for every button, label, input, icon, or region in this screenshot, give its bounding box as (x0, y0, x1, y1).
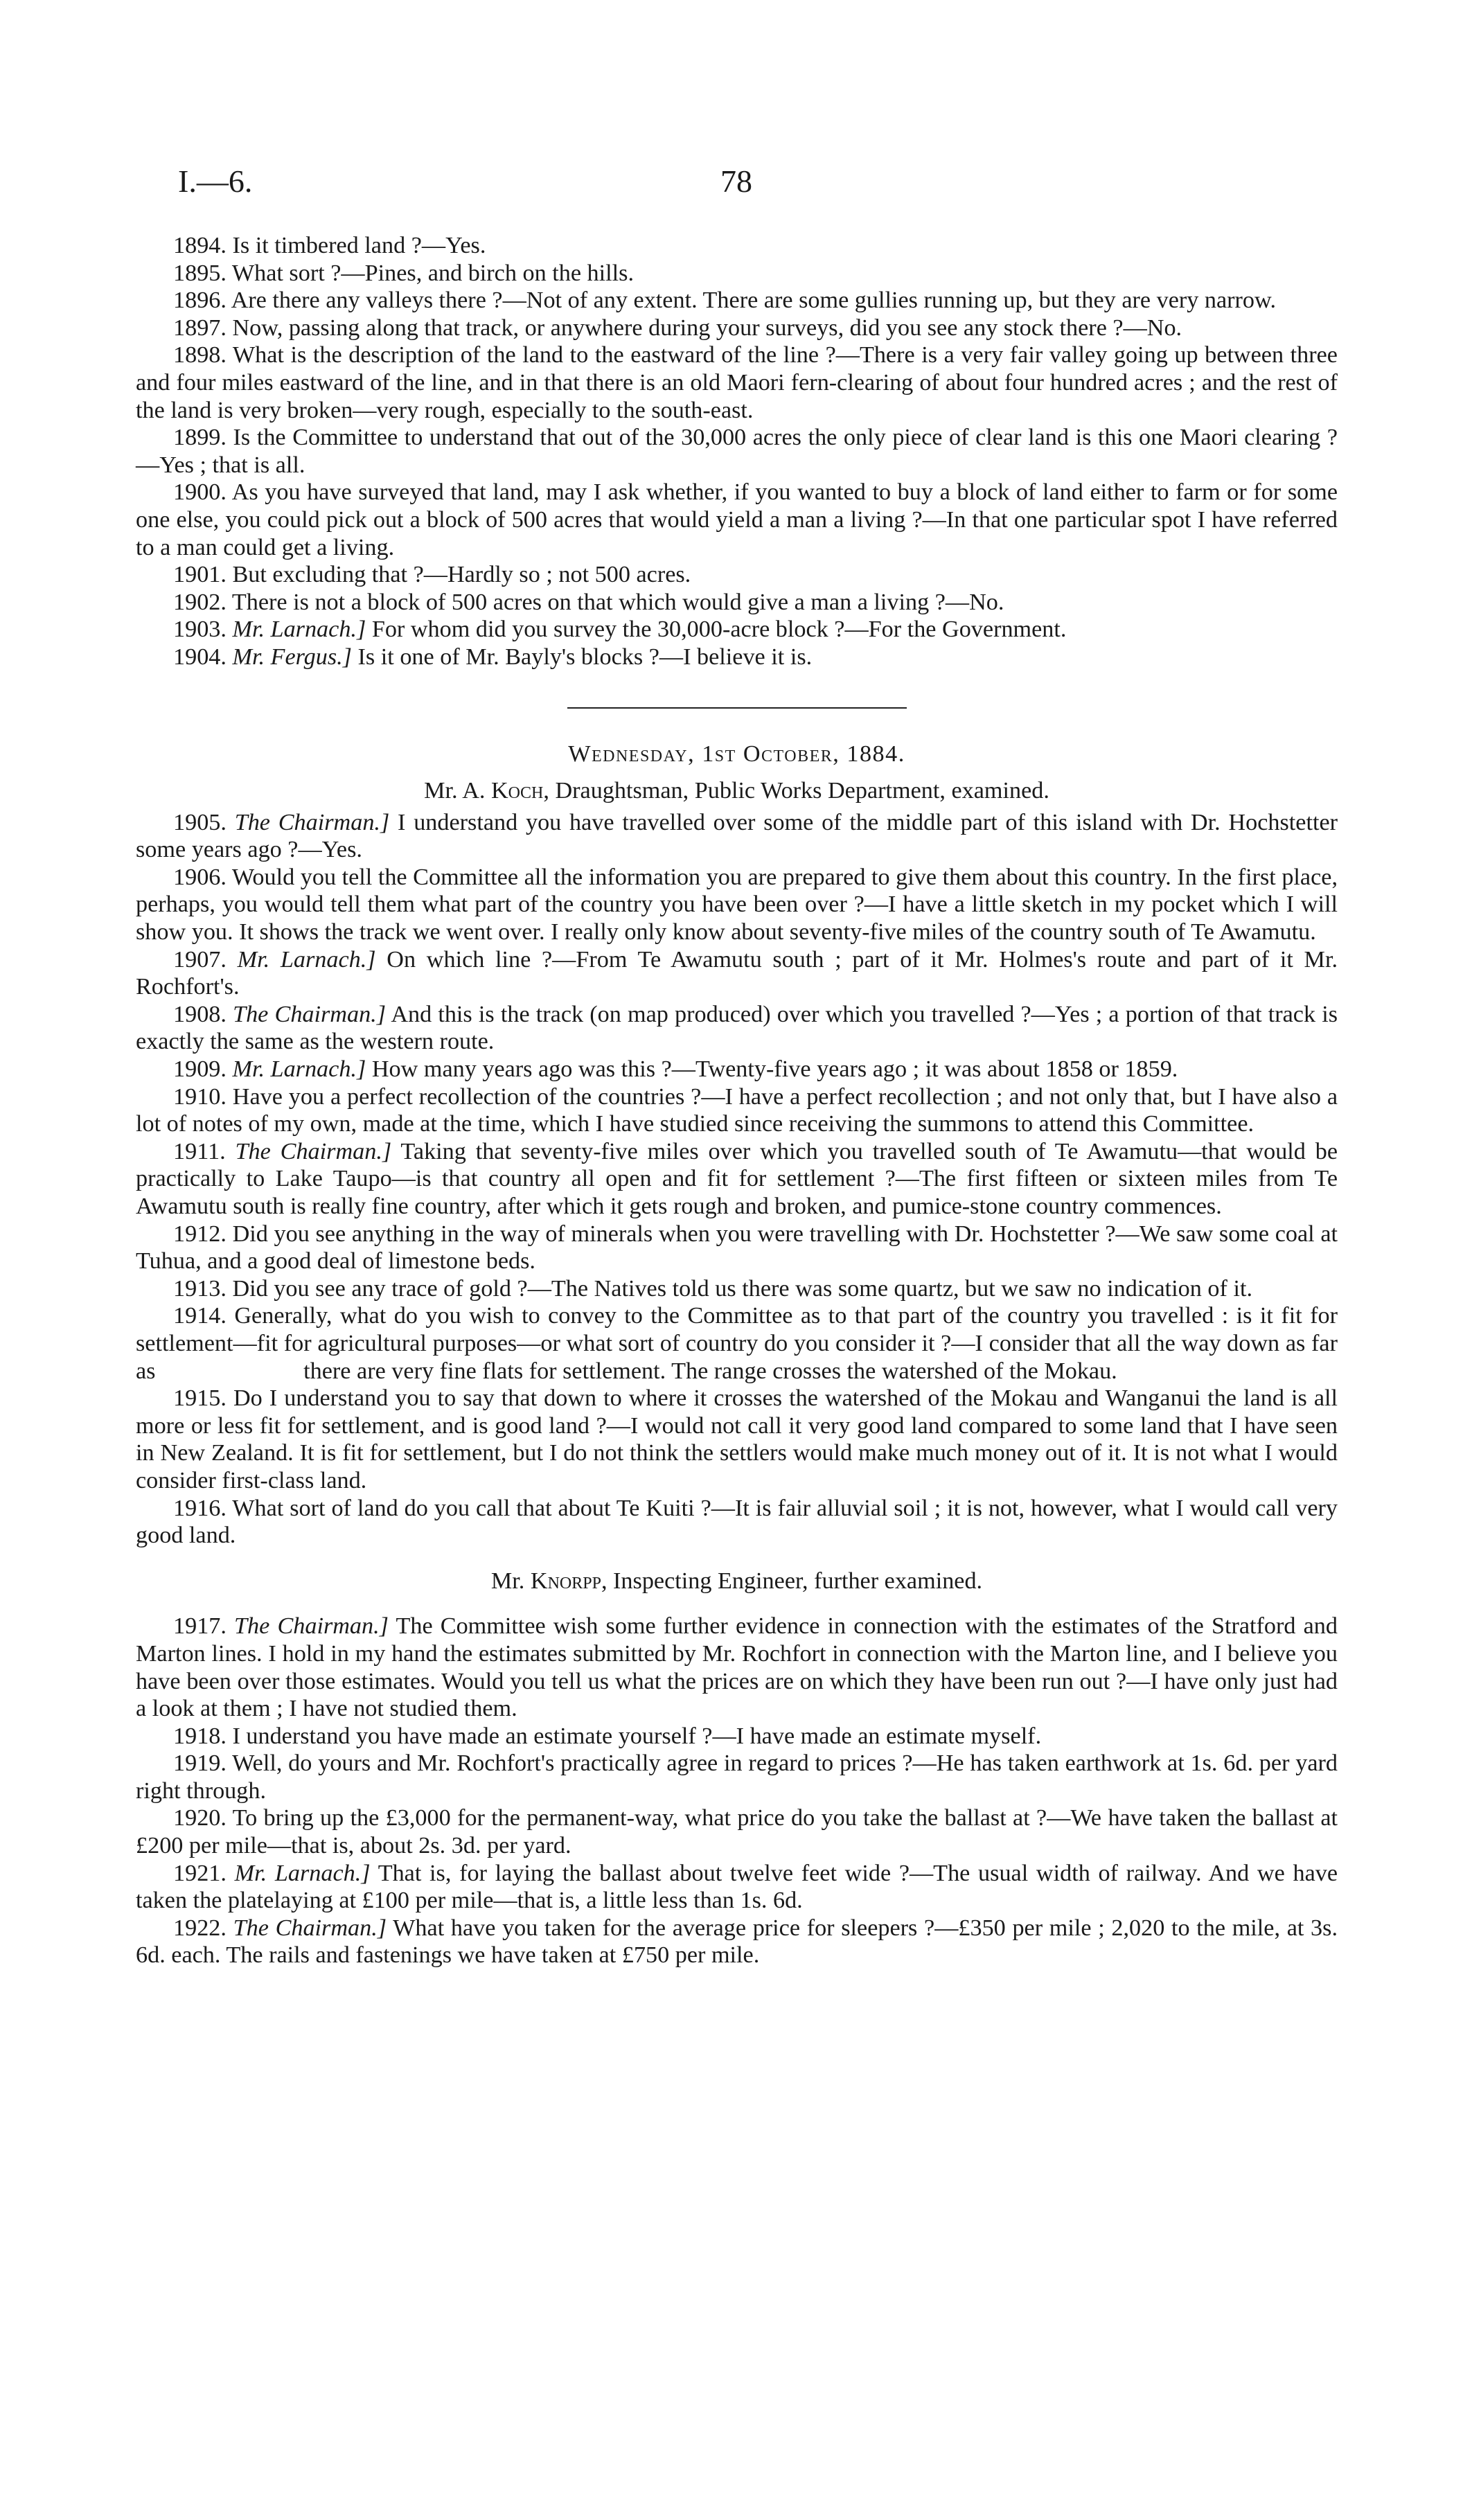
speaker: Mr. Larnach.] (232, 1056, 366, 1083)
page-number: 78 (720, 163, 752, 199)
question-paragraph: 1897. Now, passing along that track, or anywhere during your surveys, did you see any stock there ?—No. (173, 314, 1182, 341)
question-paragraph: 1920. To bring up the £3,000 for the permanent-way, what price do you take the ballast at ?—We have taken the ballast at £200 per mile—that is, about 2s. 3d. per yard. (136, 1805, 1338, 1859)
question-paragraph: 1913. Did you see any trace of gold ?—The Natives told us there was some quartz, but we saw no indication of it. (173, 1275, 1252, 1302)
question-paragraph: 1895. What sort ?—Pines, and birch on the hills. (173, 260, 634, 286)
question-paragraph (136, 616, 1338, 644)
question-paragraph: 1902. There is not a block of 500 acres on that which would give a man a living ?—No. (173, 589, 1004, 615)
speaker: Mr. Larnach.] (237, 946, 376, 973)
question-paragraph: 1907. Mr. Larnach.] On which line ?—From Te Awamutu south ; part of it Mr. Holmes's route and part of it Mr. Rochfort's. (136, 946, 1338, 1000)
speaker: Mr. Larnach.] (232, 616, 366, 643)
question-paragraph: 1901. But excluding that ?—Hardly so ; not 500 acres. (173, 562, 691, 588)
question-paragraph: 1905. The Chairman.] I understand you have travelled over some of the middle part of this island with Dr. Hochstetter some years ago ?—Yes. (136, 809, 1338, 863)
question-paragraph: 1900. As you have surveyed that land, may I ask whether, if you wanted to buy a block of land either to farm or for some one else, you could pick out a block of 500 acres that would yield a man a living ?—In that one particular spot I have referred to a man could get a living. (136, 479, 1338, 560)
section-divider (567, 707, 907, 709)
speaker: The Chairman.] (234, 1613, 389, 1640)
question-text: Is it one of Mr. Bayly's blocks ?—I believe it is. (352, 644, 813, 670)
witness-name: Knorpp (530, 1568, 601, 1594)
document-reference: I.—6. (178, 163, 253, 199)
speaker: The Chairman.] (233, 1001, 387, 1027)
question-paragraph: 1921. Mr. Larnach.] That is, for laying the ballast about twelve feet wide ?—The usual width of railway. And we have taken the platelaying at £100 per mile—that is, a little less than 1s. 6d. (136, 1860, 1338, 1914)
question-paragraph: 1908. The Chairman.] And this is the track (on map produced) over which you travelled ?—Yes ; a portion of that track is exactly the same as the western route. (136, 1001, 1338, 1055)
question-paragraph: 1909. Mr. Larnach.] How many years ago was this ?—Twenty-five years ago ; it was about 1858 or 1859. (173, 1056, 1178, 1083)
testimony-section (136, 1613, 1338, 1969)
question-paragraph: 1896. Are there any valleys there ?—Not of any extent. There are some gullies running up, but they are very narrow. (173, 287, 1277, 314)
witness-heading: Mr. Knorpp, Inspecting Engineer, further examined. (490, 1568, 983, 1594)
date-heading: Wednesday, 1st October, 1884. (568, 740, 905, 767)
witness-heading: Mr. A. Koch, Draughtsman, Public Works Department, examined. (424, 778, 1049, 804)
question-paragraph: 1910. Have you a perfect recollection of the countries ?—I have a perfect recollection ; and not only that, but I have also a lot of notes of my own, made at the time, which I have studied since receiving the summons to attend this Committee. (136, 1083, 1338, 1137)
question-paragraph: 1919. Well, do yours and Mr. Rochfort's practically agree in regard to prices ?—He has taken earthwork at 1s. 6d. per yard right through. (136, 1750, 1338, 1804)
question-number: 1903. (173, 616, 227, 643)
question-paragraph: 1899. Is the Committee to understand that out of the 30,000 acres the only piece of clear land is this one Maori clearing ?—Yes ; that is all. (136, 425, 1338, 478)
question-text: For whom did you survey the 30,000-acre block ?—For the Government. (366, 616, 1067, 643)
witness-name: Koch (490, 778, 544, 804)
question-number: 1904. (173, 644, 227, 670)
question-paragraph: 1912. Did you see anything in the way of minerals when you were travelling with Dr. Hochstetter ?—We saw some coal at Tuhua, and a good deal of limestone beds. (136, 1221, 1338, 1275)
question-paragraph: 1916. What sort of land do you call that about Te Kuiti ?—It is fair alluvial soil ; it is not, however, what I would call very good land. (136, 1495, 1338, 1549)
question-paragraph: 1898. What is the description of the land to the eastward of the line ?—There is a very fair valley going up between three and four miles eastward of the line, and in that there is an old Maori fern-clearing of about four hundred acres ; and the rest of the land is very broken—very rough, especially to the south-east. (136, 342, 1338, 423)
testimony-section (136, 809, 1344, 1550)
page-body (136, 232, 1344, 1969)
question-paragraph: 1894. Is it timbered land ?—Yes. (173, 233, 486, 258)
speaker: The Chairman.] (235, 1138, 392, 1164)
question-paragraph (136, 644, 1338, 671)
speaker: The Chairman.] (234, 809, 390, 835)
speaker: The Chairman.] (233, 1915, 387, 1941)
question-paragraph: 1918. I understand you have made an estimate yourself ?—I have made an estimate myself. (173, 1723, 1042, 1749)
question-paragraph: 1917. The Chairman.] The Committee wish some further evidence in connection with the estimates of the Stratford and Marton lines. I hold in my hand the estimates submitted by Mr. Rochfort in connection with the Marton line, and I believe you have been over those estimates. Would you tell us what the prices are on which they have been run out ?—I have only just had a look at them ; I have not studied them. (136, 1613, 1338, 1722)
speaker: Mr. Larnach.] (234, 1860, 371, 1886)
speaker: Mr. Fergus.] (232, 644, 352, 670)
question-paragraph: 1922. The Chairman.] What have you taken for the average price for sleepers ?—£350 per mile ; 2,020 to the mile, at 3s. 6d. each. The rails and fastenings we have taken at £750 per mile. (136, 1915, 1338, 1969)
question-paragraph: 1915. Do I understand you to say that down to where it crosses the watershed of the Mokau and Wanganui the land is all more or less fit for settlement, and is good land ?—I would not call it very good land compared to some land that I have seen in New Zealand. It is fit for settlement, but I do not think the settlers would make much money out of it. It is not what I would consider first-class land. (136, 1385, 1338, 1493)
question-paragraph: 1906. Would you tell the Committee all the information you are prepared to give them about this country. In the first place, perhaps, you would tell them what part of the country you have been over ?—I have a little sketch in my pocket which I will show you. It shows the track we went over. I really only know about seventy-five miles of the country south of Te Awamutu. (136, 864, 1338, 946)
question-paragraph: 1914. Generally, what do you wish to convey to the Committee as to that part of the country you travelled : is it fit for settlement—fit for agricultural purposes—or what sort of country do you consider it ?—I consider that all the way down as far as there are very fine flats for settlement. The range crosses the watershed of the Mokau. (136, 1303, 1344, 1384)
question-paragraph: 1911. The Chairman.] Taking that seventy-five miles over which you travelled south of Te Awamutu—that would be practically to Lake Taupo—is that country all open and fit for settlement ?—The first fifteen or sixteen miles from Te Awamutu south is really fine country, after which it gets rough and broken, and pumice-stone country commences. (136, 1138, 1338, 1219)
